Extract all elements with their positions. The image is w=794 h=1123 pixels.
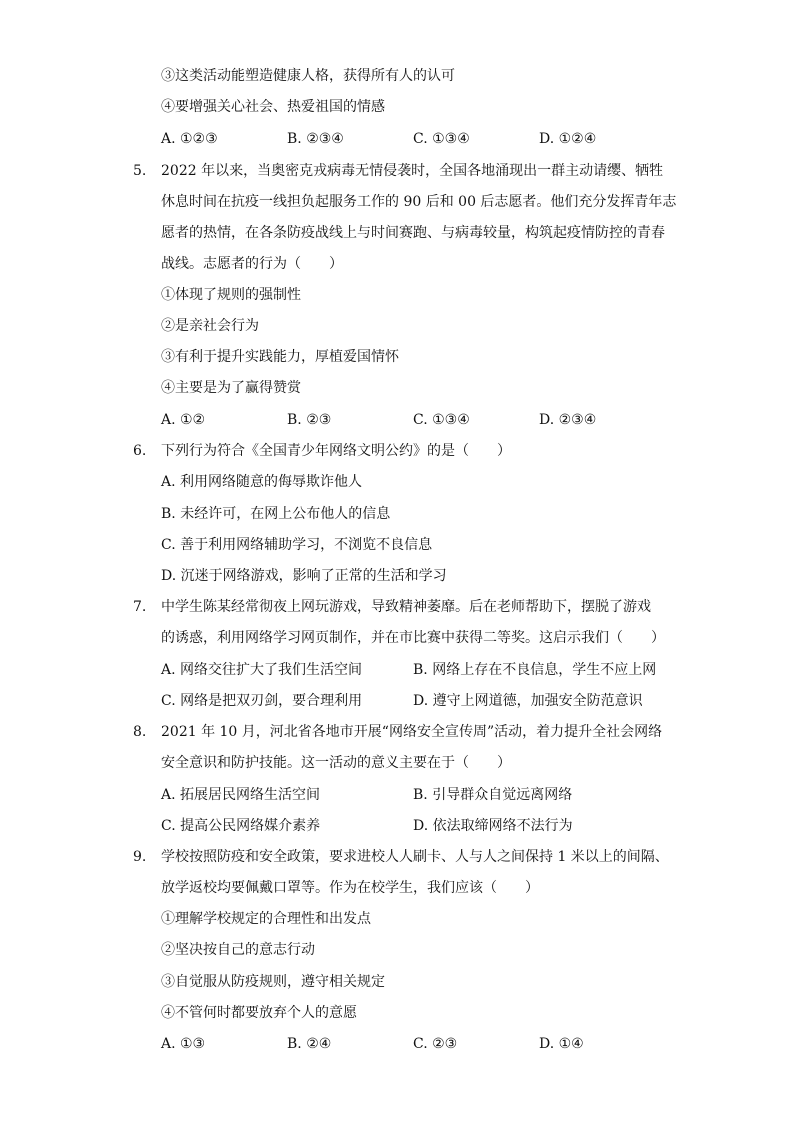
option-b: B. ②④	[287, 1036, 332, 1052]
option-a: A. ①③	[161, 1036, 206, 1052]
option-c: C. 善于利用网络辅助学习，不浏览不良信息	[161, 537, 433, 553]
statement-4: ④要增强关心社会、热爱祖国的情感	[161, 99, 385, 115]
statement-3: ③有利于提升实践能力，厚植爱国情怀	[161, 349, 399, 365]
statement-3: ③这类活动能塑造健康人格，获得所有人的认可	[161, 68, 455, 84]
question-stem: 战线。志愿者的行为（ ）	[161, 256, 343, 272]
option-a: A. ①②③	[161, 131, 218, 147]
question-stem: 2021 年 10 月，河北省各地市开展“网络安全宣传周”活动，着力提升全社会网络	[161, 724, 663, 740]
statement-2: ②是亲社会行为	[161, 318, 259, 334]
question-stem: 安全意识和防护技能。这一活动的意义主要在于（ ）	[161, 755, 511, 771]
statement-3: ③自觉服从防疫规则，遵守相关规定	[161, 974, 385, 990]
option-b: B. 引导群众自觉远离网络	[413, 787, 573, 803]
option-a: A. 利用网络随意的侮辱欺诈他人	[161, 474, 363, 490]
statement-4: ④不管何时都要放弃个人的意愿	[161, 1005, 357, 1021]
option-c: C. ①③④	[413, 131, 470, 147]
question-stem: 2022 年以来，当奥密克戎病毒无情侵袭时，全国各地涌现出一群主动请缨、牺牲	[161, 163, 664, 179]
question-stem: 愿者的热情，在各条防疫战线上与时间赛跑、与病毒较量，构筑起疫情防控的青春	[161, 225, 665, 241]
option-d: D. ①②④	[539, 131, 597, 147]
option-b: B. ②③④	[287, 131, 344, 147]
option-d: D. ②③④	[539, 412, 597, 428]
question-stem: 下列行为符合《全国青少年网络文明公约》的是（ ）	[161, 443, 511, 459]
question-number: 5.	[133, 163, 147, 179]
option-c: C. 网络是把双刃剑，要合理利用	[161, 693, 363, 709]
option-c: C. ①③④	[413, 412, 470, 428]
option-b: B. 网络上存在不良信息，学生不应上网	[413, 662, 657, 678]
option-a: A. 网络交往扩大了我们生活空间	[161, 662, 363, 678]
option-a: A. ①②	[161, 412, 206, 428]
statement-1: ①理解学校规定的合理性和出发点	[161, 911, 371, 927]
statement-2: ②坚决按自己的意志行动	[161, 942, 315, 958]
question-stem: 的诱惑，利用网络学习网页制作，并在市比赛中获得二等奖。这启示我们（ ）	[161, 630, 665, 646]
statement-1: ①体现了规则的强制性	[161, 287, 301, 303]
option-c: C. 提高公民网络媒介素养	[161, 818, 321, 834]
question-number: 7.	[133, 599, 147, 615]
option-c: C. ②③	[413, 1036, 458, 1052]
option-d: D. 沉迷于网络游戏，影响了正常的生活和学习	[161, 568, 447, 584]
statement-4: ④主要是为了赢得赞赏	[161, 380, 301, 396]
question-number: 9.	[133, 849, 147, 865]
option-d: D. 遵守上网道德，加强安全防范意识	[413, 693, 643, 709]
option-d: D. 依法取缔网络不法行为	[413, 818, 573, 834]
question-number: 6.	[133, 443, 147, 459]
question-stem: 中学生陈某经常彻夜上网玩游戏，导致精神萎靡。后在老师帮助下，摆脱了游戏	[161, 599, 651, 615]
question-stem: 学校按照防疫和安全政策，要求进校人人刷卡、人与人之间保持 1 米以上的间隔、	[161, 849, 669, 865]
option-a: A. 拓展居民网络生活空间	[161, 787, 321, 803]
option-d: D. ①④	[539, 1036, 584, 1052]
question-number: 8.	[133, 724, 147, 740]
question-stem: 放学返校均要佩戴口罩等。作为在校学生，我们应该（ ）	[161, 880, 539, 896]
option-b: B. 未经许可，在网上公布他人的信息	[161, 506, 391, 522]
question-stem: 休息时间在抗疫一线担负起服务工作的 90 后和 00 后志愿者。他们充分发挥青年志	[161, 194, 677, 210]
option-b: B. ②③	[287, 412, 332, 428]
